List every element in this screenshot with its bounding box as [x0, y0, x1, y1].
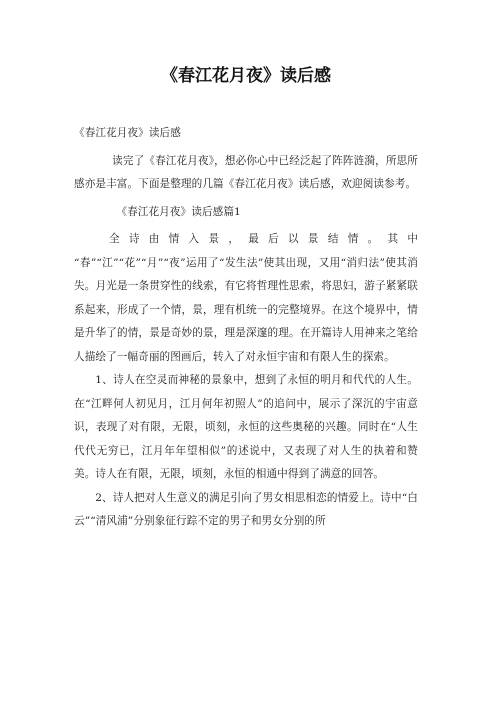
essay-paragraph-body: “春”“江”“花”“月”“夜”运用了“发生法”使其出现，又用“消归法”使其消失。月光是一条贯穿性的线索，有它将哲理性思索，将思妇，游子紧紧联系起来，形成了一个情，景，理有机统一的完整境界。在这个境界中，情是升华了的情，景是奇妙的景，理是深邃的理。在开篇诗人用神来之笔给人描绘了一幅奇丽的图画后，转入了对永恒宇宙和有限人生的探索。	[74, 256, 418, 363]
document-title: 《春江花月夜》读后感	[161, 66, 331, 86]
section-heading: 《春江花月夜》读后感	[74, 127, 181, 139]
essay-point-1: 1、诗人在空灵而神秘的景象中，想到了永恒的明月和代代的人生。在“江畔何人初见月，江月何年初照人”的追问中，展示了深沉的宇宙意识，表现了对有限，无限，顷刻，永恒的这些奥秘的兴趣。同时在“人生代代无穷已，江月年年望相似”的述说中，又表现了对人生的执着和赞美。诗人在有限，无限，顷刻，永恒的相通中得到了满意的回答。	[74, 374, 418, 480]
essay-paragraph-opening-line: 全诗由情入景，最后以景结情。其中	[108, 233, 418, 245]
essay-point-2: 2、诗人把对人生意义的满足引向了男女相思相恋的情爱上。诗中“白云”“清风浦”分别象征行踪不定的男子和男女分别的所	[74, 491, 418, 527]
intro-paragraph: 读完了《春江花月夜》，想必你心中已经泛起了阵阵涟漪，所思所感亦是丰富。下面是整理的几篇《春江花月夜》读后感，欢迎阅读参考。	[74, 154, 418, 190]
essay-subheading: 《春江花月夜》读后感篇1	[116, 205, 241, 218]
